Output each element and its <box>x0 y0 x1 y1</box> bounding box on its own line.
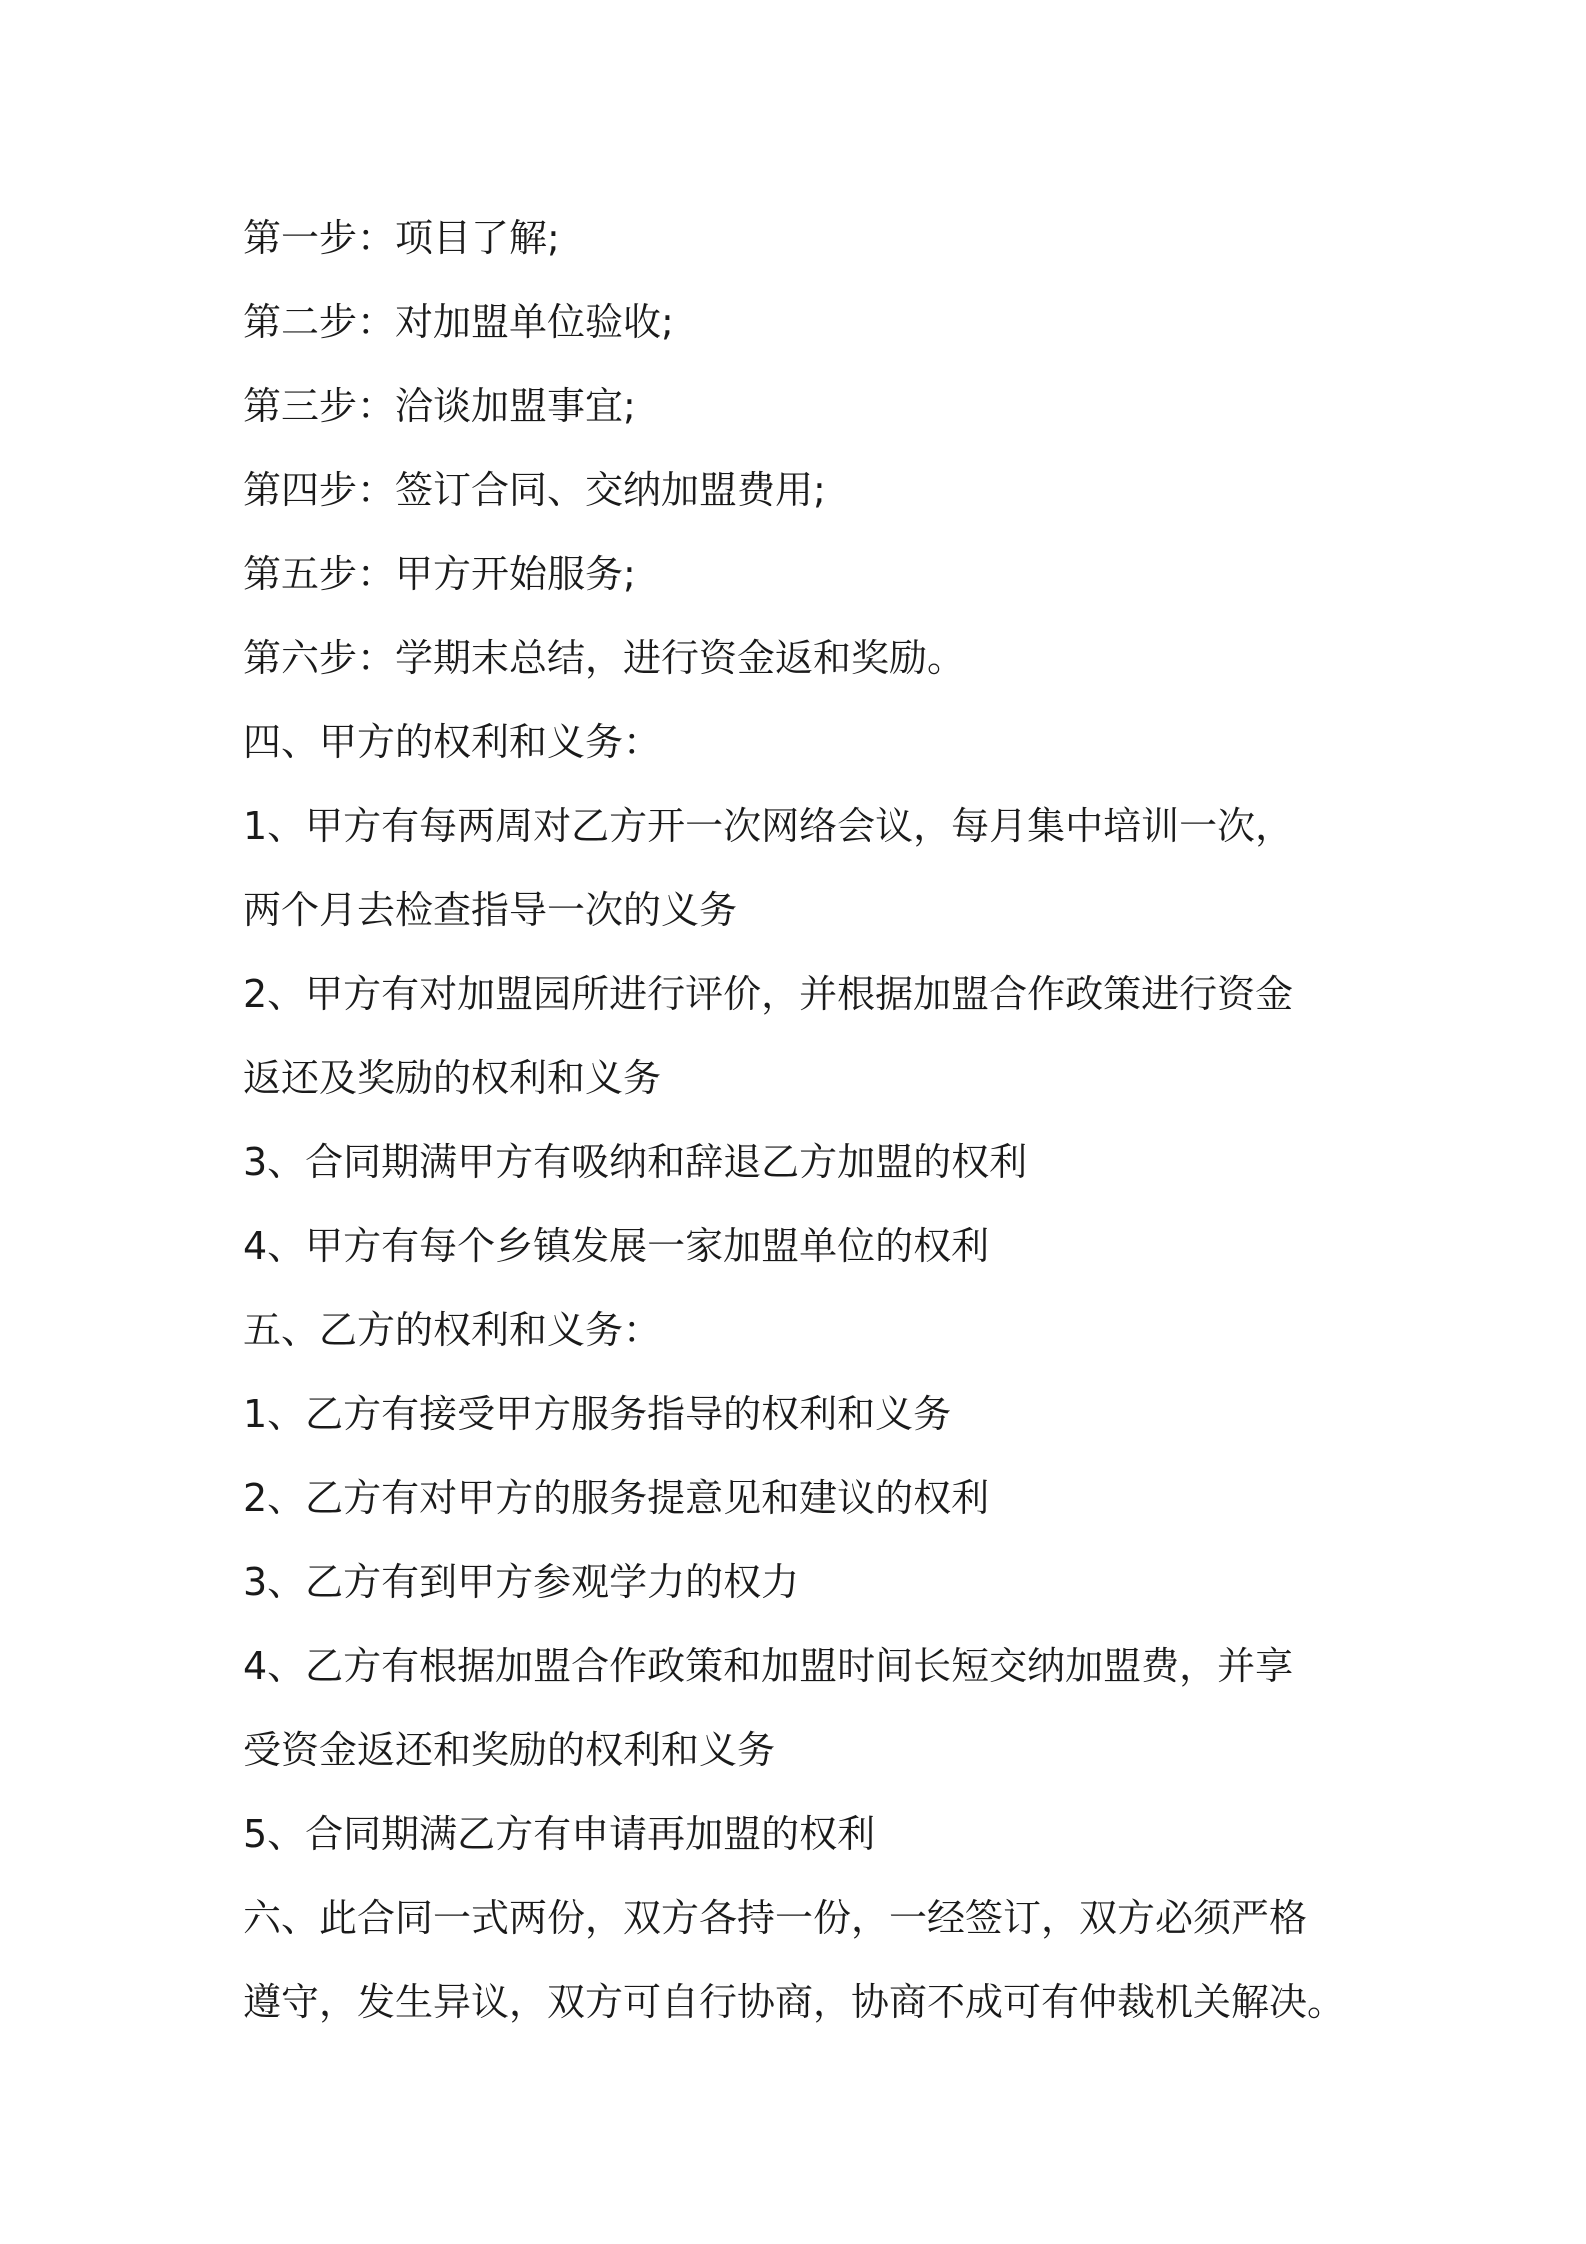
party-a-item-1-line-2: 两个月去检查指导一次的义务 <box>243 888 738 932</box>
party-b-item-1: 1、乙方有接受甲方服务指导的权利和义务 <box>243 1392 952 1436</box>
step-1-line: 第一步：项目了解; <box>243 216 560 260</box>
party-b-item-4-line-1: 4、乙方有根据加盟合作政策和加盟时间长短交纳加盟费，并享 <box>243 1644 1294 1688</box>
step-4-line: 第四步：签订合同、交纳加盟费用; <box>243 468 826 512</box>
section-4-heading: 四、甲方的权利和义务： <box>243 720 662 764</box>
party-a-item-2-line-1: 2、甲方有对加盟园所进行评价，并根据加盟合作政策进行资金 <box>243 972 1294 1016</box>
party-a-item-4: 4、甲方有每个乡镇发展一家加盟单位的权利 <box>243 1224 990 1268</box>
party-a-item-2-line-2: 返还及奖励的权利和义务 <box>243 1056 662 1100</box>
section-5-heading: 五、乙方的权利和义务： <box>243 1308 662 1352</box>
party-b-item-3: 3、乙方有到甲方参观学力的权力 <box>243 1560 800 1604</box>
party-a-item-1-line-1: 1、甲方有每两周对乙方开一次网络会议，每月集中培训一次， <box>243 804 1294 848</box>
party-b-item-5: 5、合同期满乙方有申请再加盟的权利 <box>243 1812 876 1856</box>
document-body <box>243 196 1363 2044</box>
step-6-line: 第六步：学期末总结，进行资金返和奖励。 <box>243 636 966 680</box>
party-b-item-4-line-2: 受资金返还和奖励的权利和义务 <box>243 1728 776 1772</box>
section-6-line-1: 六、此合同一式两份，双方各持一份，一经签订，双方必须严格 <box>243 1896 1308 1940</box>
step-2-line: 第二步：对加盟单位验收; <box>243 300 674 344</box>
step-5-line: 第五步：甲方开始服务; <box>243 552 636 596</box>
section-6-line-2: 遵守，发生异议，双方可自行协商，协商不成可有仲裁机关解决。 <box>243 1980 1346 2024</box>
step-3-line: 第三步：洽谈加盟事宜; <box>243 384 636 428</box>
party-a-item-3: 3、合同期满甲方有吸纳和辞退乙方加盟的权利 <box>243 1140 1028 1184</box>
party-b-item-2: 2、乙方有对甲方的服务提意见和建议的权利 <box>243 1476 990 1520</box>
